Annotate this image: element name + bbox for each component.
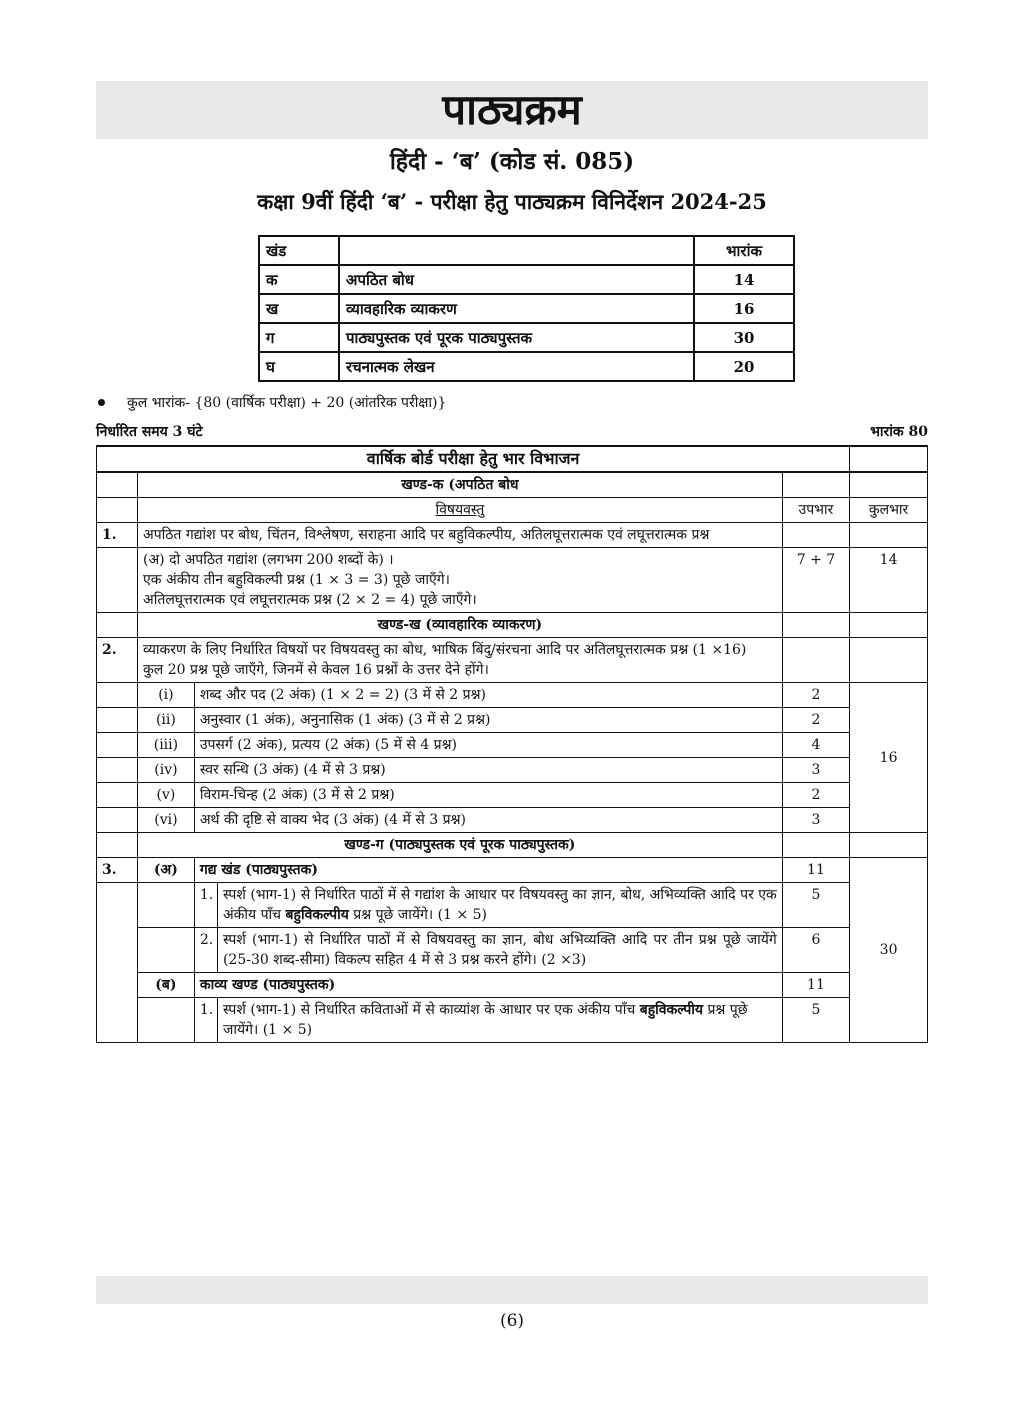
table-row [97, 858, 928, 883]
q2-item-text: अनुस्वार (1 अंक), अनुनासिक (1 अंक) (3 में से 2 प्रश्न) [194, 708, 782, 733]
q2-item-text: उपसर्ग (2 अंक), प्रत्यय (2 अंक) (5 में से 4 प्रश्न) [194, 733, 782, 758]
q1-details [138, 548, 783, 613]
q1-total-marks: 14 [850, 548, 928, 613]
class-title: कक्षा 9वीं हिंदी ‘ब’ - परीक्षा हेतु पाठ्यक्रम विनिर्देशन 2024-25 [257, 189, 767, 214]
table-row [97, 523, 928, 548]
q1-line: अतिलघूत्तरात्मक एवं लघूत्तरात्मक प्रश्न (2 × 2 = 4) पूछे जाएँगे। [143, 592, 477, 608]
q2-line: कुल 20 प्रश्न पूछे जाएँगे, जिनमें से केवल 16 प्रश्नों के उत्तर देने होंगे। [143, 662, 489, 678]
blank-cell [782, 833, 849, 858]
q3-a2-number: 2. [194, 928, 217, 973]
table-row [97, 548, 928, 613]
weight-marks: 30 [694, 323, 794, 352]
weight-section: ख [259, 294, 339, 323]
weight-marks: 14 [694, 265, 794, 294]
q2-number: 2. [97, 638, 138, 683]
q2-item-marks: 2 [782, 683, 849, 708]
q3-a1-text: स्पर्श (भाग-1) से निर्धारित पाठों में से गद्यांश के आधार पर विषयवस्तु का ज्ञान, बोध, अभिव्यक्ति आदि पर एक अंकीय पाँच बहुविकल्पीय प्रश्न पूछे जायेंगे। (1 × 5) [217, 883, 782, 928]
weight-row [259, 294, 794, 323]
q3-a1-number: 1. [194, 883, 217, 928]
table-heading-row [97, 446, 928, 472]
table-heading: वार्षिक बोर्ड परीक्षा हेतु भार विभाजन [97, 446, 850, 472]
q1-line: एक अंकीय तीन बहुविकल्पी प्रश्न (1 × 3 = 3) पूछे जाएँगे। [143, 572, 450, 588]
weight-row [259, 265, 794, 294]
blank-cell [850, 523, 928, 548]
q2-item-marks: 3 [782, 808, 849, 833]
weight-header-name [339, 236, 694, 265]
col-content-header: विषयवस्तु [138, 498, 783, 523]
q3-a-title: गद्य खंड (पाठ्यपुस्तक) [194, 858, 782, 883]
table-row [97, 708, 928, 733]
q2-item-text: शब्द और पद (2 अंक) (1 × 2 = 2) (3 में से 2 प्रश्न) [194, 683, 782, 708]
max-marks: भारांक 80 [870, 424, 928, 440]
q3-a2-text: स्पर्श (भाग-1) से निर्धारित पाठों में से विषयवस्तु का ज्ञान, बोध अभिव्यक्ति आदि पर तीन प्रश्न पूछे जायेंगे (25-30 शब्द-सीमा) विकल्प सहित 4 में से 3 प्रश्न करने होंगे। (2 ×3) [217, 928, 782, 973]
blank-cell [782, 613, 849, 638]
q2-item-number: (vi) [138, 808, 195, 833]
blank-cell [97, 683, 138, 708]
bullet-icon [98, 399, 105, 406]
page-title: पाठ्यक्रम [442, 85, 582, 134]
col-sub-header: उपभार [782, 498, 849, 523]
q2-item-number: (iv) [138, 758, 195, 783]
blank-cell [97, 548, 138, 613]
weight-section: ग [259, 323, 339, 352]
q2-item-marks: 4 [782, 733, 849, 758]
blank-cell [97, 758, 138, 783]
q3-a1-marks: 5 [782, 883, 849, 928]
weight-name: रचनात्मक लेखन [339, 352, 694, 381]
blank-cell [782, 523, 849, 548]
q2-item-marks: 3 [782, 758, 849, 783]
section-row [97, 613, 928, 638]
blank-cell [97, 783, 138, 808]
q3-b-title: काव्य खण्ड (पाठ्यपुस्तक) [194, 973, 782, 998]
blank-cell [138, 998, 195, 1043]
blank-cell [97, 733, 138, 758]
weight-section: क [259, 265, 339, 294]
q2-item-text: स्वर सन्धि (3 अंक) (4 में से 3 प्रश्न) [194, 758, 782, 783]
time-allowed: निर्धारित समय 3 घंटे [96, 424, 203, 440]
q2-item-number: (ii) [138, 708, 195, 733]
weight-row [259, 352, 794, 381]
weight-name: अपठित बोध [339, 265, 694, 294]
q3-a-label: (अ) [138, 858, 195, 883]
table-row [97, 783, 928, 808]
table-row [97, 973, 928, 998]
weightage-table [96, 445, 928, 1043]
table-row [97, 733, 928, 758]
q3-a-marks: 11 [782, 858, 849, 883]
section-c-title: खण्ड-ग (पाठ्यपुस्तक एवं पूरक पाठ्यपुस्तक) [138, 833, 783, 858]
blank-cell [138, 928, 195, 973]
q3-b-label: (ब) [138, 973, 195, 998]
section-row [97, 472, 928, 498]
table-row [97, 683, 928, 708]
page-number: (6) [499, 1311, 525, 1331]
table-row [97, 998, 928, 1043]
q2-description [138, 638, 783, 683]
q2-item-marks: 2 [782, 708, 849, 733]
section-row [97, 833, 928, 858]
blank-cell [138, 883, 195, 928]
q1-sub-marks: 7 + 7 [782, 548, 849, 613]
table-row [97, 638, 928, 683]
q3-number: 3. [97, 858, 138, 883]
weight-name: व्यावहारिक व्याकरण [339, 294, 694, 323]
blank-cell [782, 472, 849, 498]
table-heading-blank [850, 446, 928, 472]
blank-cell [850, 638, 928, 683]
col-total-header: कुलभार [850, 498, 928, 523]
q3-b1-text: स्पर्श (भाग-1) से निर्धारित कविताओं में से काव्यांश के आधार पर एक अंकीय पाँच बहुविकल्पीय प्रश्न पूछे जायेंगे। (1 × 5) [217, 998, 782, 1043]
weight-table-header [259, 236, 794, 265]
blank-cell [97, 472, 138, 498]
q2-item-text: अर्थ की दृष्टि से वाक्य भेद (3 अंक) (4 में से 3 प्रश्न) [194, 808, 782, 833]
total-marks-text: कुल भारांक- {80 (वार्षिक परीक्षा) + 20 (आंतरिक परीक्षा)} [127, 395, 447, 411]
blank-cell [850, 472, 928, 498]
q3-b1-number: 1. [194, 998, 217, 1043]
table-row [97, 928, 928, 973]
total-marks-note [96, 393, 446, 413]
q2-item-number: (i) [138, 683, 195, 708]
footer-band [96, 1276, 928, 1304]
q3-b1-marks: 5 [782, 998, 849, 1043]
weight-name: पाठ्यपुस्तक एवं पूरक पाठ्यपुस्तक [339, 323, 694, 352]
weight-header-marks: भारांक [694, 236, 794, 265]
blank-cell [97, 613, 138, 638]
q3-a2-marks: 6 [782, 928, 849, 973]
weight-table [258, 235, 795, 382]
q2-item-number: (iii) [138, 733, 195, 758]
weight-marks: 16 [694, 294, 794, 323]
weight-row [259, 323, 794, 352]
q2-total-marks: 16 [850, 683, 928, 833]
q1-description: अपठित गद्यांश पर बोध, चिंतन, विश्लेषण, सराहना आदि पर बहुविकल्पीय, अतिलघूत्तरात्मक एवं लघूत्तरात्मक प्रश्न [138, 523, 783, 548]
blank-cell [850, 613, 928, 638]
subject-title: हिंदी - ‘ब’ (कोड सं. 085) [389, 148, 635, 175]
table-row [97, 808, 928, 833]
q2-item-text: विराम-चिन्ह (2 अंक) (3 में से 2 प्रश्न) [194, 783, 782, 808]
weight-marks: 20 [694, 352, 794, 381]
q1-number: 1. [97, 523, 138, 548]
q2-item-number: (v) [138, 783, 195, 808]
blank-cell [97, 708, 138, 733]
table-row [97, 758, 928, 783]
q1-line: (अ) दो अपठित गद्यांश (लगभग 200 शब्दों के) । [143, 552, 394, 568]
blank-cell [97, 808, 138, 833]
q2-item-marks: 2 [782, 783, 849, 808]
blank-cell [782, 638, 849, 683]
section-a-title: खण्ड-क (अपठित बोध [138, 472, 783, 498]
blank-cell [850, 833, 928, 858]
section-b-title: खण्ड-ख (व्यावहारिक व्याकरण) [138, 613, 783, 638]
blank-cell [97, 883, 138, 1043]
column-header-row [97, 498, 928, 523]
q3-b-marks: 11 [782, 973, 849, 998]
table-row [97, 883, 928, 928]
weight-header-section: खंड [259, 236, 339, 265]
q3-total-marks: 30 [850, 858, 928, 1043]
blank-cell [97, 498, 138, 523]
weight-section: घ [259, 352, 339, 381]
q2-line: व्याकरण के लिए निर्धारित विषयों पर विषयवस्तु का बोध, भाषिक बिंदु/संरचना आदि पर अतिलघूत्तरात्मक प्रश्न (1 ×16) [143, 642, 747, 658]
blank-cell [97, 833, 138, 858]
